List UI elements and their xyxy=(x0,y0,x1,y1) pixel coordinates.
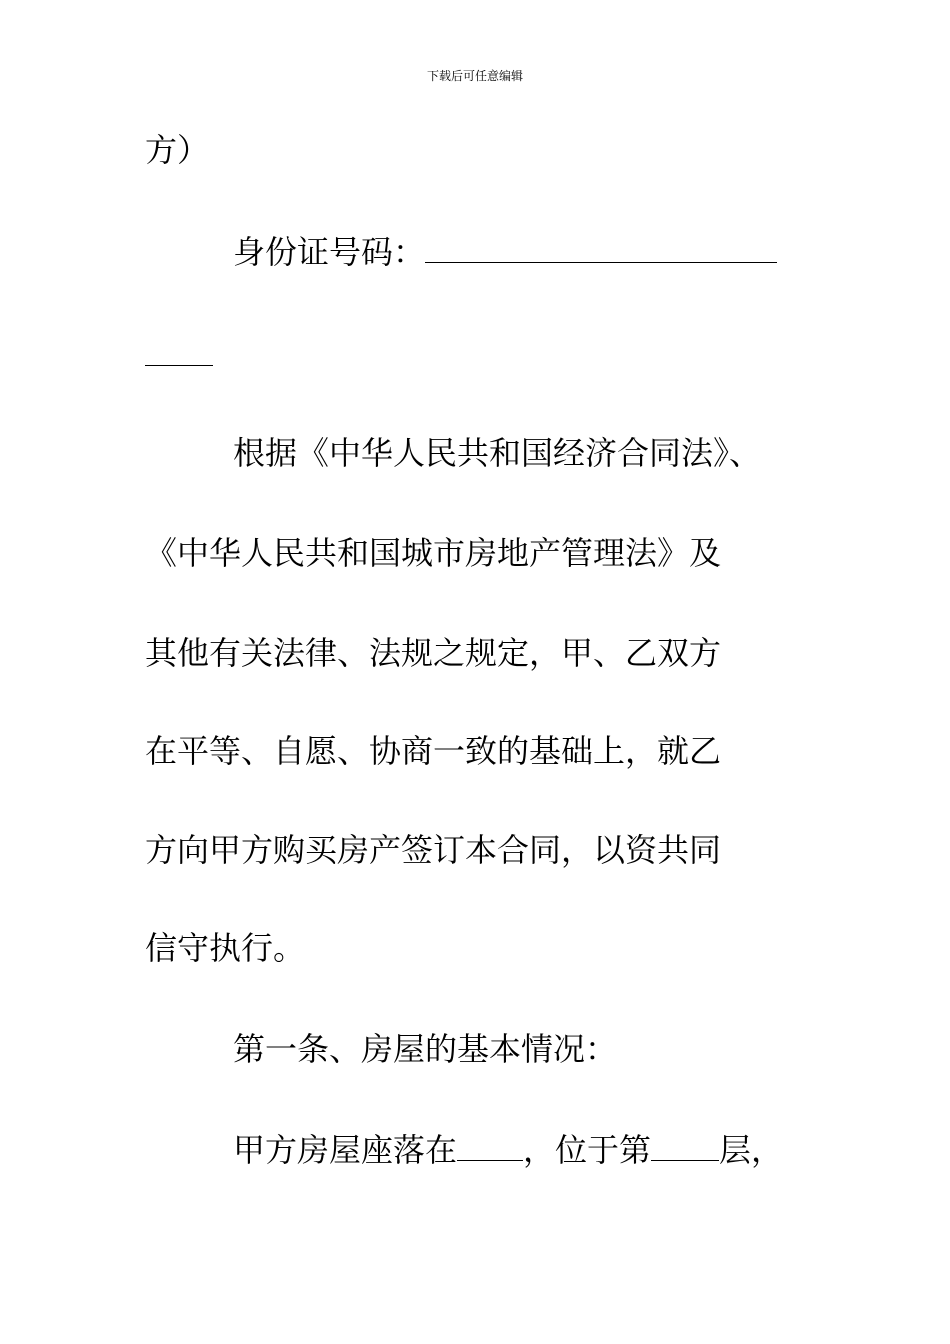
section-heading: 第一条、房屋的基本情况： xyxy=(233,1030,618,1068)
floor-label: ，位于第 xyxy=(523,1131,652,1169)
floor-suffix: 层， xyxy=(719,1131,784,1169)
floor-blank xyxy=(651,1132,719,1161)
text-line: 在平等、自愿、协商一致的基础上，就乙 xyxy=(145,732,722,770)
text-line: 《中华人民共和国城市房地产管理法》及 xyxy=(145,534,722,572)
id-number-blank-continuation xyxy=(145,365,213,366)
page-header: 下载后可任意编辑 xyxy=(426,69,523,83)
location-line xyxy=(233,1130,783,1170)
text-line: 方） xyxy=(145,131,210,169)
location-label: 甲方房屋座落在 xyxy=(233,1131,458,1169)
id-number-label: 身份证号码： xyxy=(233,233,426,271)
text-line: 信守执行。 xyxy=(145,929,306,967)
text-line: 方向甲方购买房产签订本合同，以资共同 xyxy=(145,831,722,869)
location-blank xyxy=(457,1132,523,1161)
text-line: 其他有关法律、法规之规定，甲、乙双方 xyxy=(145,634,722,672)
id-number-blank xyxy=(425,234,777,263)
text-line: 根据《中华人民共和国经济合同法》、 xyxy=(233,434,762,472)
id-number-line xyxy=(233,232,777,272)
